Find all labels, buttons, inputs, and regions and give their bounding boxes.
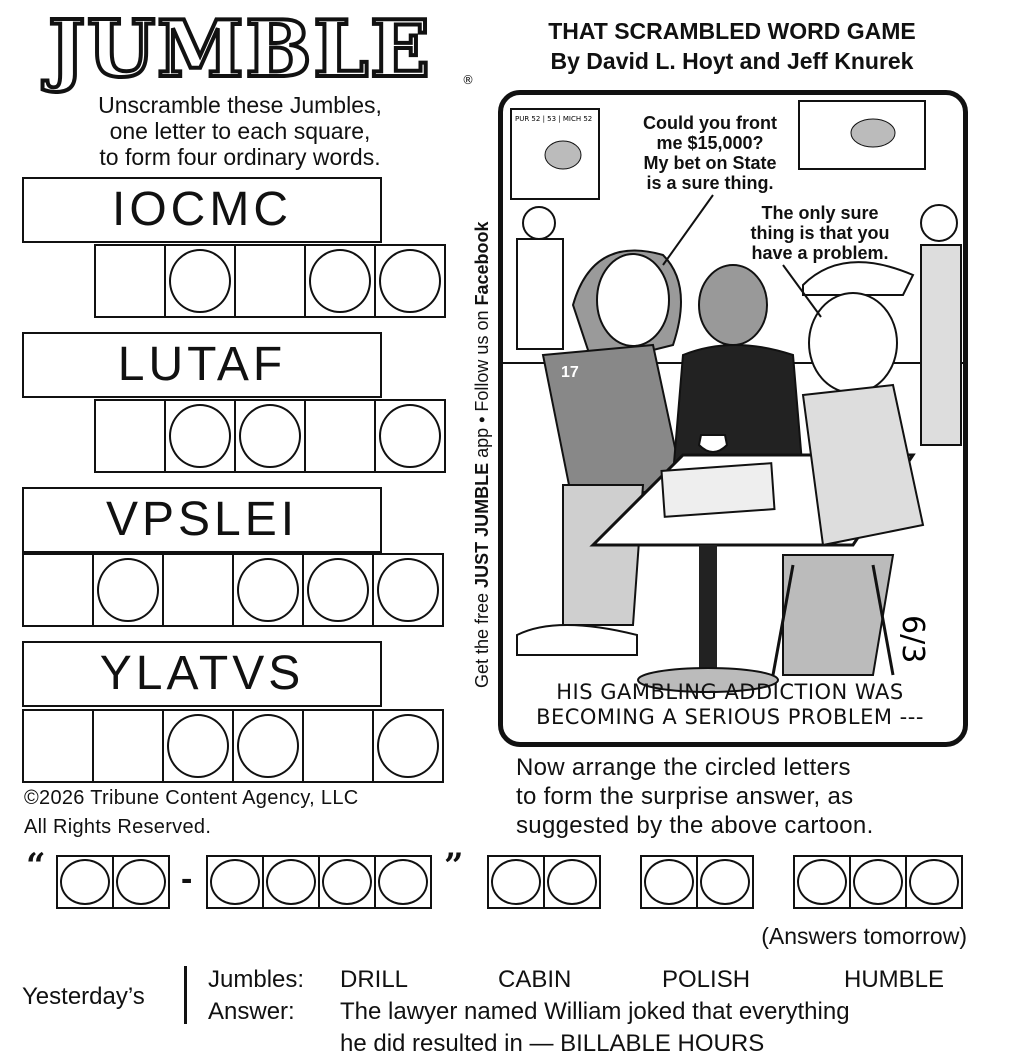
copyright: [24, 784, 358, 842]
answer-letter-cell[interactable]: [206, 855, 264, 909]
byline: By David L. Hoyt and Jeff Knurek: [550, 48, 914, 74]
answers-tomorrow: (Answers tomorrow): [761, 923, 967, 949]
letter-cell-circled[interactable]: [372, 709, 444, 783]
cell-circle: [266, 859, 316, 905]
cell-circle: [169, 249, 231, 313]
answer-label: Answer:: [208, 998, 295, 1025]
cartoon-panel: [498, 90, 968, 747]
yesterday-jumble: DRILL: [340, 966, 409, 993]
instruction-line: one letter to each square,: [109, 118, 371, 144]
answer-letter-cell[interactable]: [543, 855, 601, 909]
jumble-logo: [18, 4, 474, 95]
cell-circle: [700, 859, 750, 905]
caption-line: HIS GAMBLING ADDICTION WAS: [556, 680, 904, 704]
answer-letter-cell[interactable]: [318, 855, 376, 909]
answer-letter-cell[interactable]: [487, 855, 545, 909]
answer-letter-cell[interactable]: [849, 855, 907, 909]
jumbles-label: Jumbles:: [208, 966, 305, 993]
yesterday-jumble: CABIN: [498, 966, 572, 993]
tagline: THAT SCRAMBLED WORD GAME: [548, 18, 916, 44]
answer-letter-cell[interactable]: [905, 855, 963, 909]
app-promo-text: [470, 148, 494, 693]
yesterday-answer-line: he did resulted in — BILLABLE HOURS: [340, 1030, 765, 1057]
yesterday-answer-line: The lawyer named William joked that everything: [340, 998, 850, 1025]
tagline-block: [494, 16, 970, 76]
cell-circle: [853, 859, 903, 905]
letter-cell-circled[interactable]: [164, 399, 236, 473]
scrambled-word: IOCMC: [112, 183, 292, 236]
instruction-line: to form four ordinary words.: [99, 144, 381, 170]
cell-circle: [237, 714, 299, 778]
jumble-word-4: [22, 641, 382, 707]
answer-letter-cell[interactable]: [112, 855, 170, 909]
letter-cell-circled[interactable]: [232, 553, 304, 627]
cell-circle: [909, 859, 959, 905]
instruction-line: Unscramble these Jumbles,: [98, 92, 382, 118]
letter-cell[interactable]: [302, 709, 374, 783]
cell-circle: [116, 859, 166, 905]
cell-circle: [97, 558, 159, 622]
date-mark: 6/3: [895, 615, 930, 664]
letter-cell-circled[interactable]: [234, 399, 306, 473]
letter-cell-circled[interactable]: [92, 553, 164, 627]
jersey-number: 17: [561, 364, 579, 381]
cell-circle: [547, 859, 597, 905]
answer-letter-cell[interactable]: [374, 855, 432, 909]
tv-figure: [545, 141, 581, 169]
caption-line: BECOMING A SERIOUS PROBLEM ---: [536, 705, 924, 729]
cell-circle: [797, 859, 847, 905]
speech-bubble-right: The only sure thing is that you have a problem.: [750, 203, 890, 263]
cell-circle: [237, 558, 299, 622]
close-quote: ”: [444, 846, 464, 886]
answer-group-3[interactable]: [487, 855, 599, 909]
yesterday-label: Yesterday’s: [22, 983, 145, 1010]
letter-cell[interactable]: [234, 244, 306, 318]
letter-cell[interactable]: [94, 244, 166, 318]
cell-circle: [377, 714, 439, 778]
cell-circle: [60, 859, 110, 905]
arrange-instructions: [516, 753, 874, 840]
letter-cell-circled[interactable]: [232, 709, 304, 783]
scrambled-word: LUTAF: [117, 338, 287, 391]
answer-row-1[interactable]: [94, 244, 444, 318]
letter-cell-circled[interactable]: [162, 709, 234, 783]
arrange-line: Now arrange the circled letters: [516, 754, 851, 781]
cell-circle: [322, 859, 372, 905]
yesterday-jumble: HUMBLE: [844, 966, 945, 993]
cell-circle: [309, 249, 371, 313]
instructions: [20, 92, 460, 170]
cell-circle: [169, 404, 231, 468]
divider: [184, 966, 187, 1024]
letter-cell[interactable]: [22, 709, 94, 783]
svg-text:Get the free JUST JUMBLE app •: Get the free JUST JUMBLE app • Follow us on Facebook: [472, 221, 492, 688]
answer-letter-cell[interactable]: [793, 855, 851, 909]
answer-group-4[interactable]: [640, 855, 752, 909]
cell-circle: [378, 859, 428, 905]
open-quote: “: [26, 846, 46, 886]
scrambled-word: VPSLEI: [105, 493, 299, 546]
letter-cell[interactable]: [92, 709, 164, 783]
cell-circle: [167, 714, 229, 778]
cell-circle: [239, 404, 301, 468]
letter-cell[interactable]: [22, 553, 94, 627]
copyright-line: ©2026 Tribune Content Agency, LLC: [24, 787, 359, 809]
cell-circle: [210, 859, 260, 905]
answer-row-2[interactable]: [94, 399, 444, 473]
answer-row-4[interactable]: [22, 709, 442, 783]
arrange-line: suggested by the above cartoon.: [516, 812, 874, 839]
yesterday-answers: [208, 964, 944, 1060]
answer-letter-cell[interactable]: [696, 855, 754, 909]
cell-circle: [379, 404, 441, 468]
answer-letter-cell[interactable]: [262, 855, 320, 909]
cell-circle: [491, 859, 541, 905]
scrambled-word: YLATVS: [99, 647, 305, 700]
letter-cell-circled[interactable]: [304, 244, 376, 318]
cell-circle: [379, 249, 441, 313]
letter-cell[interactable]: [162, 553, 234, 627]
answer-group-2[interactable]: [206, 855, 430, 909]
answer-row-3[interactable]: [22, 553, 442, 627]
letter-cell[interactable]: [304, 399, 376, 473]
letter-cell[interactable]: [94, 399, 166, 473]
letter-cell-circled[interactable]: [164, 244, 236, 318]
hyphen: -: [181, 860, 193, 898]
answer-group-1[interactable]: [56, 855, 168, 909]
letter-cell-circled[interactable]: [374, 399, 446, 473]
registered-mark: ®: [462, 73, 474, 87]
answer-letter-cell[interactable]: [640, 855, 698, 909]
copyright-line: All Rights Reserved.: [24, 816, 212, 838]
cartoon-caption: [520, 680, 940, 730]
jumble-word-1: [22, 177, 382, 243]
cell-circle: [377, 558, 439, 622]
speech-bubble-left: Could you front me $15,000? My bet on State is a sure thing.: [643, 113, 777, 193]
letter-cell-circled[interactable]: [374, 244, 446, 318]
jumble-word-3: [22, 487, 382, 553]
cell-circle: [644, 859, 694, 905]
jumble-word-2: [22, 332, 382, 398]
arrange-line: to form the surprise answer, as: [516, 783, 854, 810]
cell-circle: [307, 558, 369, 622]
yesterday-jumble: POLISH: [662, 966, 751, 993]
answer-letter-cell[interactable]: [56, 855, 114, 909]
letter-cell-circled[interactable]: [372, 553, 444, 627]
answer-group-5[interactable]: [793, 855, 961, 909]
scoreboard-text: PUR 52 | 53 | MICH 52: [515, 115, 593, 123]
logo-text: JUMBLE: [48, 4, 432, 95]
letter-cell-circled[interactable]: [302, 553, 374, 627]
